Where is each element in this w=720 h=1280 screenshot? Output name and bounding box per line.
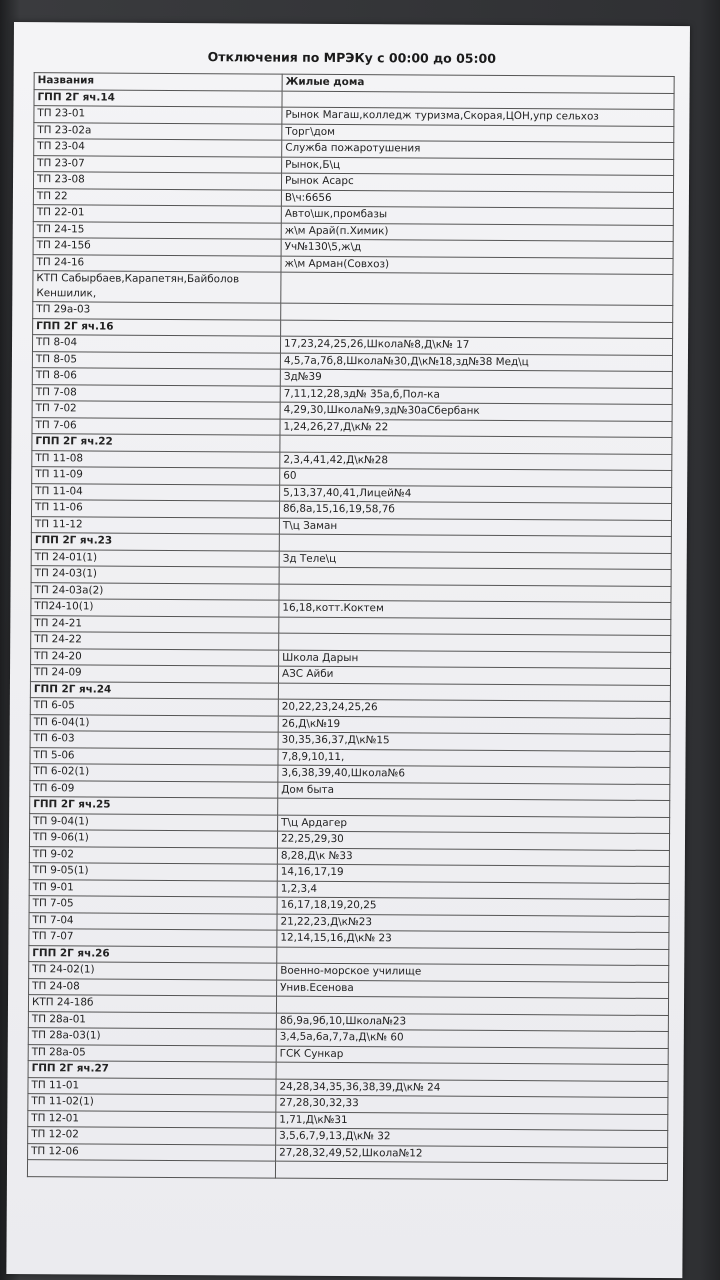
houses-cell: Военно-морское училище	[277, 963, 669, 982]
houses-cell	[281, 272, 673, 305]
houses-cell: ж\м Арман(Совхоз)	[281, 256, 673, 275]
substation-cell: ТП 24-01(1)	[31, 549, 279, 567]
substation-cell: ТП 24-16	[33, 254, 281, 272]
table-body	[27, 89, 674, 1180]
substation-cell: ТП 9-05(1)	[29, 863, 277, 881]
houses-cell: 8б,9а,9б,10,Школа№23	[276, 1013, 668, 1032]
substation-cell: ТП 28а-01	[28, 1011, 276, 1029]
substation-cell: ТП 24-21	[31, 615, 279, 633]
houses-cell: 3,4,5а,6а,7,7а,Д\к№ 60	[276, 1029, 668, 1048]
substation-cell: ТП 11-09	[32, 467, 280, 485]
substation-cell: ТП 9-02	[29, 846, 277, 864]
houses-cell: Т\ц Заман	[279, 518, 671, 537]
substation-cell: КТП 24-18б	[28, 995, 276, 1013]
substation-cell: ТП 9-06(1)	[29, 830, 277, 848]
houses-cell: Авто\шк,промбазы	[281, 206, 673, 225]
houses-cell: Зд№39	[280, 369, 672, 388]
substation-cell: ТП 24-02(1)	[29, 962, 277, 980]
substation-cell: ТП 24-15б	[33, 238, 281, 256]
substation-cell: ТП 23-01	[34, 106, 282, 124]
substation-cell: ТП 6-09	[30, 780, 278, 798]
houses-cell: 17,23,24,25,26,Школа№8,Д\к№ 17	[280, 336, 672, 355]
outage-table	[27, 72, 675, 1180]
houses-cell: Зд Теле\ц	[279, 551, 671, 570]
substation-cell: ТП 8-04	[32, 335, 280, 353]
paper-sheet	[6, 22, 690, 1278]
substation-cell: ТП 22-01	[33, 205, 281, 223]
substation-cell: ТП 12-01	[28, 1110, 276, 1128]
houses-cell: 1,24,26,27,Д\к№ 22	[280, 419, 672, 438]
houses-cell: 8б,8а,15,16,19,58,7б	[279, 501, 671, 520]
houses-cell: 3,5,6,7,9,13,Д\к№ 32	[276, 1128, 668, 1147]
group-name-cell: ГПП 2Г яч.27	[28, 1061, 276, 1079]
group-name-cell: ГПП 2Г яч.26	[29, 945, 277, 963]
houses-cell: Школа Дарын	[279, 650, 671, 669]
houses-cell: 14,16,17,19	[277, 864, 669, 883]
substation-cell: ТП 11-12	[31, 516, 279, 534]
substation-cell: ТП 24-09	[30, 665, 278, 683]
houses-cell: 12,14,15,16,Д\к№ 23	[277, 930, 669, 949]
substation-cell: ТП 7-04	[29, 912, 277, 930]
houses-cell: 30,35,36,37,Д\к№15	[278, 732, 670, 751]
substation-cell: ТП24-10(1)	[31, 599, 279, 617]
houses-cell: 8,28,Д\к №33	[277, 848, 669, 867]
houses-cell: Дом быта	[278, 782, 670, 801]
substation-cell: ТП 24-03а(2)	[31, 582, 279, 600]
group-name-cell: ГПП 2Г яч.25	[30, 797, 278, 815]
houses-cell	[275, 1161, 667, 1180]
substation-cell: ТП 7-08	[32, 384, 280, 402]
houses-cell: 1,2,3,4	[277, 881, 669, 900]
houses-cell: 4,5,7а,7б,8,Школа№30,Д\к№18,зд№38 Мед\ц	[280, 353, 672, 372]
houses-cell: 2,3,4,41,42,Д\к№28	[280, 452, 672, 471]
substation-cell: ТП 7-06	[32, 417, 280, 435]
houses-cell: 20,22,23,24,25,26	[278, 699, 670, 718]
substation-cell: ТП 24-22	[31, 632, 279, 650]
substation-cell	[27, 1160, 275, 1178]
group-name-cell: ГПП 2Г яч.16	[33, 318, 281, 336]
houses-cell: 3,6,38,39,40,Школа№6	[278, 765, 670, 784]
houses-cell: 21,22,23,Д\к№23	[277, 914, 669, 933]
houses-cell: Рынок Асарс	[281, 173, 673, 192]
group-name-cell: ГПП 2Г яч.24	[30, 681, 278, 699]
substation-cell: ТП 11-01	[28, 1077, 276, 1095]
houses-cell: ГСК Сункар	[276, 1046, 668, 1065]
houses-cell: 22,25,29,30	[277, 831, 669, 850]
substation-cell: ТП 12-06	[28, 1143, 276, 1161]
houses-cell: 26,Д\к№19	[278, 716, 670, 735]
substation-cell: ТП 6-03	[30, 731, 278, 749]
houses-cell: Рынок Магаш,колледж туризма,Скорая,ЦОН,упр сельхоз	[282, 107, 674, 126]
substation-cell: ТП 7-07	[29, 929, 277, 947]
document-title: Отключения по МРЭКу с 00:00 до 05:00	[207, 49, 496, 66]
group-name-cell: ГПП 2Г яч.14	[34, 89, 282, 107]
substation-cell: ТП 9-04(1)	[30, 813, 278, 831]
substation-cell: ТП 24-20	[31, 648, 279, 666]
substation-cell: ТП 8-05	[32, 351, 280, 369]
substation-cell: ТП 11-02(1)	[28, 1094, 276, 1112]
substation-cell: ТП 6-05	[30, 698, 278, 716]
houses-cell: 7,8,9,10,11,	[278, 749, 670, 768]
header-houses: Жилые дома	[282, 74, 674, 93]
houses-cell: АЗС Айби	[278, 666, 670, 685]
substation-cell: ТП 9-01	[29, 879, 277, 897]
houses-cell: 5,13,37,40,41,Лицей№4	[280, 485, 672, 504]
substation-cell: ТП 7-05	[29, 896, 277, 914]
substation-cell: ТП 24-03(1)	[31, 566, 279, 584]
houses-cell: Служба пожаротушения	[282, 140, 674, 159]
substation-cell: ТП 24-08	[29, 978, 277, 996]
substation-cell: КТП Сабырбаев,Карапетян,Байболов Кеншилик,	[33, 271, 281, 304]
group-name-cell: ГПП 2Г яч.23	[31, 533, 279, 551]
substation-cell: ТП 5-06	[30, 747, 278, 765]
substation-cell: ТП 11-08	[32, 450, 280, 468]
substation-cell: ТП 29а-03	[33, 302, 281, 320]
substation-cell: ТП 23-07	[34, 155, 282, 173]
substation-cell: ТП 12-02	[28, 1127, 276, 1145]
houses-cell: Рынок,Б\ц	[282, 157, 674, 176]
substation-cell: ТП 23-04	[34, 139, 282, 157]
substation-cell: ТП 23-02а	[34, 122, 282, 140]
houses-cell: 16,18,котт.Коктем	[279, 600, 671, 619]
houses-cell: ж\м Арай(п.Химик)	[281, 223, 673, 242]
houses-cell: Торг\дом	[282, 124, 674, 143]
substation-cell: ТП 28а-03(1)	[28, 1028, 276, 1046]
substation-cell: ТП 6-04(1)	[30, 714, 278, 732]
table-row	[27, 1160, 667, 1180]
substation-cell: ТП 22	[33, 188, 281, 206]
houses-cell: Уч№130\5,ж\д	[281, 239, 673, 258]
houses-cell: 16,17,18,19,20,25	[277, 897, 669, 916]
substation-cell: ТП 7-02	[32, 401, 280, 419]
substation-cell: ТП 23-08	[33, 172, 281, 190]
table-row	[33, 271, 673, 306]
houses-cell: В\ч:6656	[281, 190, 673, 209]
substation-cell: ТП 6-02(1)	[30, 764, 278, 782]
houses-cell: 60	[280, 468, 672, 487]
houses-cell: 27,28,30,32,33	[276, 1095, 668, 1114]
group-name-cell: ГПП 2Г яч.22	[32, 434, 280, 452]
houses-cell: Унив.Есенова	[277, 980, 669, 999]
houses-cell: 24,28,34,35,36,38,39,Д\к№ 24	[276, 1079, 668, 1098]
substation-cell: ТП 24-15	[33, 221, 281, 239]
header-name: Названия	[34, 73, 282, 91]
substation-cell: ТП 8-06	[32, 368, 280, 386]
houses-cell: 27,28,32,49,52,Школа№12	[276, 1145, 668, 1164]
houses-cell: 7,11,12,28,зд№ 35а,б,Пол-ка	[280, 386, 672, 405]
substation-cell: ТП 11-04	[32, 483, 280, 501]
houses-cell: Т\ц Ардагер	[278, 815, 670, 834]
substation-cell: ТП 28а-05	[28, 1044, 276, 1062]
substation-cell: ТП 11-06	[31, 500, 279, 518]
houses-cell: 1,71,Д\к№31	[276, 1112, 668, 1131]
houses-cell: 4,29,30,Школа№9,зд№30аСбербанк	[280, 402, 672, 421]
